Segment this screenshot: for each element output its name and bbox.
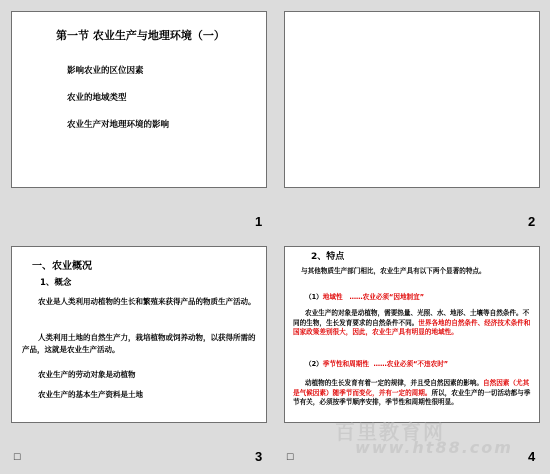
paragraph: 农业生产的劳动对象是动植物 (38, 370, 136, 379)
paragraph-segment: 因此，农业生产具有明显的地域性。 (352, 328, 458, 337)
notes-icon[interactable]: ☐ (286, 453, 295, 463)
point-2-body (293, 379, 535, 408)
point-2-heading (305, 360, 547, 370)
slide-number: 4 (528, 449, 536, 464)
point-1-heading (305, 293, 547, 303)
paragraph: 农业生产的基本生产资料是土地 (38, 390, 143, 399)
slide-2-thumbnail[interactable] (284, 11, 540, 188)
slide-number: 1 (255, 214, 263, 229)
slide-heading: 2、特点 (311, 252, 345, 262)
slide-title: 第一节 农业生产与地理环境（一） (56, 29, 225, 42)
point-number: （2） (305, 360, 323, 368)
paragraph: 人类利用土地的自然生产力，栽培植物或饲养动物，以获得所需的产品，这就是农业生产活动。 (22, 333, 256, 354)
paragraph-segment: 农业生产的对象是动植物，需要热量、光照、水、地形、土壤等自然条件。不同的生物，生长发育要求的自然条件不同。 (293, 309, 530, 327)
point-number: （1） (305, 293, 323, 301)
point-tag: ……农业必须“不违农时” (373, 360, 449, 368)
notes-icon[interactable]: ☐ (13, 453, 22, 463)
paragraph-segment: 动植物的生长发育有着一定的规律，并且受自然因素的影响。 (305, 379, 484, 387)
slide-1-thumbnail[interactable] (11, 11, 267, 188)
watermark-brand: 百里教育网 (335, 420, 445, 444)
slide-heading: 一、农业概况 (32, 261, 92, 272)
point-label: 地域性 (322, 293, 343, 301)
point-tag: ……农业必须“因地制宜” (349, 293, 425, 301)
slide-subheading: 1、概念 (40, 278, 72, 288)
paragraph: 农业是人类利用动植物的生长和繁殖来获得产品的物质生产活动。 (38, 297, 256, 306)
slide-list-item: 农业生产对地理环境的影响 (67, 120, 170, 130)
slide-number: 3 (255, 449, 263, 464)
paragraph: 与其他物质生产部门相比，农业生产具有以下两个显著的特点。 (301, 267, 486, 275)
paragraph-segment: 所以，农业生产的一切活动都与季节有关，必须按季节顺序安排，季节性和周期性很明显。 (293, 388, 531, 407)
slide-list-item: 农业的地域类型 (67, 93, 127, 103)
slide-4-thumbnail[interactable] (284, 246, 540, 423)
point-label: 季节性和周期性 (322, 360, 369, 368)
slide-list-item: 影响农业的区位因素 (67, 66, 144, 76)
slide-number: 2 (528, 214, 536, 229)
watermark-url: www.ht88.com (355, 438, 513, 457)
paragraph-segment: 自然因素（尤其是气候因素）随季节而变化，并有一定的周期。 (293, 379, 530, 397)
point-1-body (293, 309, 535, 338)
paragraph-segment: 世界各地的自然条件、经济技术条件和国家政策差别很大， (293, 318, 531, 337)
slide-3-thumbnail[interactable] (11, 246, 267, 423)
